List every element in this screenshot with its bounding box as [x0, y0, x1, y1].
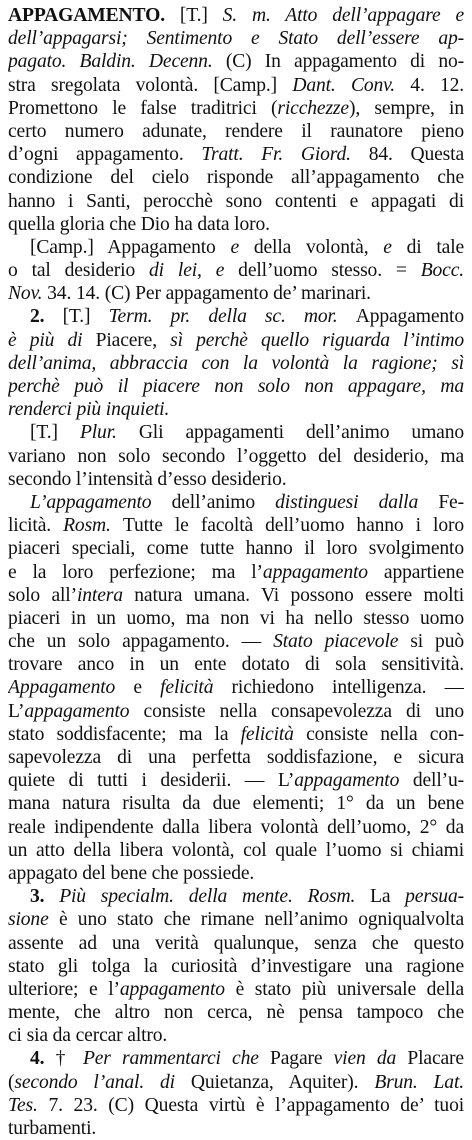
body-text: [T.]	[30, 422, 80, 444]
body-text: della volontà,	[253, 236, 384, 258]
italic-text: felicità	[160, 677, 232, 699]
italic-text: Tratt. Fr. Giord.	[201, 144, 369, 166]
body-text: è stato più universale della	[235, 978, 464, 1000]
entry-line	[8, 143, 464, 166]
italic-text: felicità	[240, 723, 307, 745]
italic-text: distinguesi dalla	[275, 491, 439, 513]
body-text: certo numero adunate, rendere il raunatore pieno	[8, 120, 464, 142]
body-text: [T.]	[179, 5, 223, 26]
italic-text: pagato. Baldin. Decenn.	[8, 51, 226, 73]
body-text: ci sia da cercar altro.	[8, 1025, 168, 1047]
body-text: Appagamento	[355, 306, 464, 328]
body-text: appagato del bene che possiede.	[8, 862, 255, 884]
body-text: (	[8, 1071, 15, 1093]
body-text: quella gloria che Dio ha data loro.	[8, 213, 270, 235]
italic-text: Appagamento	[8, 677, 134, 699]
body-text: Promettono le false traditrici (	[8, 97, 278, 119]
entry-line	[8, 561, 464, 584]
entry-line	[8, 769, 464, 792]
body-text: piaceri in un uomo, ma non vi ha nello stesso uomo	[8, 607, 464, 629]
entry-line	[8, 607, 464, 630]
entry-line	[8, 190, 464, 213]
body-text: consiste nella con-	[306, 723, 464, 745]
sense-label: 3.	[30, 886, 60, 908]
italic-text: appagamento	[24, 700, 144, 722]
body-text: quiete di tutti i desiderii. — L’	[8, 770, 295, 792]
entry-line	[8, 1024, 464, 1047]
italic-text: vien da	[333, 1048, 408, 1070]
body-text: 84. Questa	[368, 144, 464, 166]
body-text: Pagare	[270, 1048, 334, 1070]
entry-line	[8, 166, 464, 189]
body-text: assente ad una verità qualunque, senza che questo	[8, 932, 464, 954]
italic-text: Per rammentarci che	[82, 1048, 270, 1070]
italic-text: di lei, e	[149, 260, 239, 282]
body-text: ), sempre, in	[348, 97, 464, 119]
body-text: hanno i Santi, perocchè sono contenti e appagati di	[8, 190, 464, 212]
body-text: Gli appagamenti dell’animo umano	[138, 422, 464, 444]
italic-text: L’appagamento	[30, 491, 172, 513]
entry-line	[8, 120, 464, 143]
body-text: Tutte le facoltà dell’uomo hanno i loro	[122, 515, 464, 537]
body-text: mana natura risulta da due elementi; 1° da un bene	[8, 793, 464, 815]
italic-text: dell’anima, abbraccia con la volontà la ragione; sì	[8, 352, 464, 374]
italic-text: Stato piacevole	[273, 631, 411, 653]
body-text: e	[133, 677, 161, 699]
entry-line	[8, 1117, 464, 1140]
entry-line	[8, 700, 464, 723]
body-text: richiedono intelligenza. —	[231, 677, 464, 699]
italic-text: renderci più inquieti.	[8, 399, 170, 421]
body-text: dell’animo	[171, 491, 276, 513]
body-text: reale indipendente dalla libera volontà dell’uomo, 2° da	[8, 816, 464, 838]
sense-label: APPAGAMENTO.	[8, 5, 180, 26]
entry-line	[8, 723, 464, 746]
entry-line	[8, 862, 464, 885]
entry-line	[8, 27, 464, 50]
body-text: di tale	[406, 236, 464, 258]
body-text: stato soddisfacente; ma la	[8, 723, 241, 745]
body-text: o tal desiderio	[8, 260, 150, 282]
italic-text: appagamento	[294, 770, 413, 792]
body-text: stato gli tolga la curiosità d’investigare una ragione	[8, 955, 464, 977]
body-text: trovare anco in un ente dotato di sola sensitività.	[8, 654, 464, 676]
entry-line	[8, 421, 464, 444]
entry-line	[8, 514, 464, 537]
italic-text: Tes.	[8, 1094, 49, 1116]
entry-line	[8, 236, 464, 259]
entry-line	[8, 816, 464, 839]
body-text: licità.	[8, 515, 64, 537]
entry-line	[8, 1094, 464, 1117]
entry-line	[8, 50, 464, 73]
body-text: mente, che altro non cerca, nè pensa tampoco che	[8, 1002, 464, 1024]
entry-line	[8, 978, 464, 1001]
italic-text: Rosm.	[63, 515, 123, 537]
body-text: 34. 14. (C) Per appagamento de’ marinari.	[47, 283, 371, 305]
italic-text: persua-	[405, 886, 464, 908]
body-text: ulteriore; e l’	[8, 978, 120, 1000]
italic-text: Nov.	[8, 283, 48, 305]
body-text: L’	[8, 700, 25, 722]
sense-label: 2.	[30, 306, 63, 328]
entry-line	[8, 932, 464, 955]
body-text: appartiene	[383, 561, 464, 583]
entry-line	[8, 74, 464, 97]
entry-line	[8, 746, 464, 769]
italic-text: e	[230, 236, 254, 258]
entry-line	[8, 329, 464, 352]
italic-text: Term. pr. della sc. mor.	[108, 306, 356, 328]
entry-line	[8, 468, 464, 491]
italic-text: è più di	[8, 329, 96, 351]
entry-line	[8, 213, 464, 236]
body-text: Quietanza, Aquiter).	[190, 1071, 375, 1093]
body-text: che un solo appagamento. —	[8, 631, 274, 653]
body-text: piaceri speciali, come tutte hanno il loro svolgimento	[8, 538, 464, 560]
body-text: sapevolezza di una perfetta soddisfazione, e sicura	[8, 747, 464, 768]
italic-text: ricchezze	[277, 97, 349, 119]
body-text: condizione del cielo risponde all’appagamento che	[8, 167, 464, 189]
body-text: [Camp.] Appagamento	[30, 236, 231, 258]
entry-line	[8, 908, 464, 931]
entry-line	[8, 97, 464, 120]
body-text: solo all’	[8, 584, 77, 606]
italic-text: Più specialm. della mente. Rosm.	[59, 886, 370, 908]
body-text: secondo l’intensità d’esso desiderio.	[8, 468, 287, 490]
body-text: e la loro perfezione; ma l’	[8, 561, 263, 583]
italic-text: Brun. Lat.	[374, 1071, 464, 1093]
entry-line	[8, 398, 464, 421]
body-text: [T.]	[62, 306, 109, 328]
italic-text: dell’appagarsi; Sentimento e Stato dell’essere ap-	[8, 28, 464, 50]
body-text: natura umana. Vi possono essere molti	[134, 584, 464, 606]
entry-line	[8, 4, 464, 27]
italic-text: perchè può il piacere non solo non appagare, ma	[8, 376, 464, 397]
italic-text: secondo l’anal. di	[14, 1071, 191, 1093]
body-text: †	[55, 1048, 83, 1070]
italic-text: S. m. Atto dell’appagare e	[222, 5, 464, 26]
entry-line	[8, 630, 464, 653]
body-text: consiste nella consapevolezza di uno	[143, 700, 464, 722]
body-text: stra sregolata volontà. [Camp.]	[8, 74, 293, 96]
italic-text: appagamento	[262, 561, 384, 583]
italic-text: Plur.	[79, 422, 139, 444]
body-text: un atto della libera volontà, col quale l’uomo si chiami	[8, 839, 464, 861]
italic-text: sì perchè quello riguarda l’intimo	[170, 329, 464, 351]
entry-line	[8, 885, 464, 908]
entry-line	[8, 839, 464, 862]
entry-line	[8, 259, 464, 282]
body-text: variano non solo secondo l’oggetto del desiderio, ma	[8, 445, 464, 467]
italic-text: e	[383, 236, 407, 258]
body-text: è uno stato che rimane nell’animo ogniqualvolta	[58, 909, 464, 931]
entry-line	[8, 305, 464, 328]
body-text: (C) In appagamento di no-	[225, 51, 464, 73]
entry-line	[8, 537, 464, 560]
body-text: La	[370, 886, 406, 908]
body-text: turbamenti.	[8, 1118, 97, 1139]
body-text: 7. 23. (C) Questa virtù è l’appagamento de’ tuoi	[48, 1094, 464, 1116]
body-text: Fe-	[438, 491, 464, 513]
italic-text: appagamento	[119, 978, 236, 1000]
body-text: d’ogni appagamento.	[8, 144, 202, 166]
entry-line	[8, 445, 464, 468]
entry-line	[8, 282, 464, 305]
entry-line	[8, 676, 464, 699]
body-text: Placare	[407, 1048, 464, 1070]
body-text: dell’uomo stesso. =	[238, 260, 407, 282]
body-text: 4. 12.	[410, 74, 464, 96]
entry-line	[8, 653, 464, 676]
entry-line	[8, 491, 464, 514]
entry-line	[8, 1071, 464, 1094]
entry-line	[8, 584, 464, 607]
body-text: Piacere,	[95, 329, 171, 351]
entry-line	[8, 1001, 464, 1024]
italic-text: intera	[76, 584, 135, 606]
entry-line	[8, 352, 464, 375]
sense-label: 4.	[30, 1048, 56, 1070]
body-text: dell’u-	[412, 770, 464, 792]
entry-line	[8, 792, 464, 815]
entry-line	[8, 1047, 464, 1070]
body-text: si può	[410, 631, 464, 653]
italic-text: sione	[8, 909, 59, 931]
italic-text: Dant. Conv.	[292, 74, 411, 96]
italic-text: Bocc.	[406, 260, 464, 282]
entry-line	[8, 375, 464, 398]
entry-line	[8, 955, 464, 978]
